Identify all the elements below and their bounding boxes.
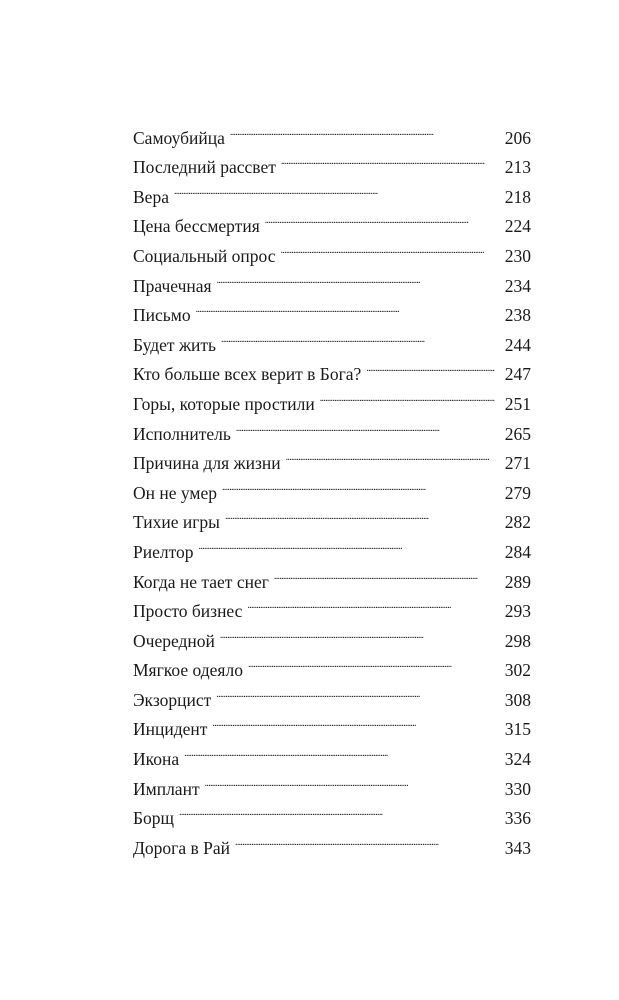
toc-entry-title: Причина для жизни <box>133 453 281 474</box>
toc-entry-page-number: 206 <box>504 127 531 148</box>
toc-entry-page-number: 224 <box>504 216 531 237</box>
dot-leader <box>366 351 495 381</box>
dot-leader <box>225 499 495 529</box>
toc-entry-title: Он не умер <box>133 482 217 503</box>
toc-entry-page-number: 230 <box>504 245 531 266</box>
toc-entry-page-number: 251 <box>504 393 531 414</box>
toc-entry-title: Вера <box>133 186 169 207</box>
dot-leader <box>274 558 495 588</box>
toc-entry-page-number: 298 <box>504 630 531 651</box>
toc-entry <box>133 321 531 355</box>
toc-entry-title: Просто бизнес <box>133 601 243 622</box>
toc-entry-page-number: 279 <box>504 482 531 503</box>
dot-leader <box>196 292 495 322</box>
toc-entry-title: Прачечная <box>133 275 212 296</box>
dot-leader <box>286 440 495 470</box>
dot-leader <box>205 765 495 795</box>
toc-entry-title: Экзорцист <box>133 689 212 710</box>
toc-entry-page-number: 234 <box>504 275 531 296</box>
toc-entry-title: Социальный опрос <box>133 245 276 266</box>
dot-leader <box>235 824 495 854</box>
toc-entry <box>133 765 531 799</box>
toc-entry-page-number: 293 <box>504 601 531 622</box>
toc-entry-title: Последний рассвет <box>133 157 276 178</box>
toc-entry-page-number: 265 <box>504 423 531 444</box>
dot-leader <box>320 380 495 410</box>
table-of-contents <box>133 114 531 858</box>
toc-entry-page-number: 289 <box>504 571 531 592</box>
dot-leader <box>247 588 495 618</box>
toc-entry-title: Имплант <box>133 778 200 799</box>
toc-entry <box>133 735 531 770</box>
dot-leader <box>184 735 495 765</box>
toc-entry-page-number: 284 <box>504 541 531 562</box>
toc-entry-title: Самоубийца <box>133 127 225 148</box>
toc-entry <box>133 795 531 829</box>
dot-leader <box>179 795 495 825</box>
toc-entry-title: Письмо <box>133 305 191 326</box>
toc-entry-title: Дорога в Рай <box>133 837 231 858</box>
dot-leader <box>174 173 495 203</box>
toc-entry-page-number: 244 <box>504 334 531 355</box>
dot-leader <box>236 410 495 440</box>
toc-entry-title: Кто больше всех верит в Бога? <box>133 364 362 385</box>
toc-entry-title: Очередной <box>133 630 215 651</box>
dot-leader <box>222 469 495 499</box>
toc-entry <box>133 203 531 237</box>
toc-entry-title: Инцидент <box>133 719 208 740</box>
toc-entry-title: Риелтор <box>133 541 194 562</box>
toc-entry-page-number: 324 <box>504 749 531 770</box>
toc-entry-page-number: 282 <box>504 512 531 533</box>
toc-entry-page-number: 330 <box>504 778 531 799</box>
toc-entry-page-number: 336 <box>504 808 531 829</box>
toc-entry-title: Икона <box>133 749 180 770</box>
toc-entry-page-number: 308 <box>504 689 531 710</box>
dot-leader <box>221 321 495 351</box>
dot-leader <box>220 617 495 647</box>
dot-leader <box>265 203 495 233</box>
toc-entry-title: Мягкое одеяло <box>133 660 243 681</box>
toc-entry-page-number: 247 <box>504 364 531 385</box>
dot-leader <box>217 262 495 292</box>
toc-entry-title: Исполнитель <box>133 423 231 444</box>
toc-entry-page-number: 343 <box>504 837 531 858</box>
toc-entry-page-number: 315 <box>504 719 531 740</box>
toc-entry-title: Цена бессмертия <box>133 216 260 237</box>
toc-entry-title: Тихие игры <box>133 512 220 533</box>
toc-entry-title: Когда не тает снег <box>133 571 269 592</box>
toc-entry-page-number: 302 <box>504 660 531 681</box>
toc-entry-title: Горы, которые простили <box>133 393 315 414</box>
toc-entry-page-number: 271 <box>504 453 531 474</box>
toc-entry-title: Будет жить <box>133 334 217 355</box>
toc-entry <box>133 173 531 207</box>
toc-entry-page-number: 213 <box>504 157 531 178</box>
dot-leader <box>281 144 495 174</box>
toc-entry-page-number: 218 <box>504 186 531 207</box>
dot-leader <box>248 647 495 677</box>
dot-leader <box>230 114 495 144</box>
dot-leader <box>212 706 495 736</box>
toc-entry-title: Борщ <box>133 808 175 829</box>
toc-entry <box>133 824 531 858</box>
toc-entry-page-number: 238 <box>504 305 531 326</box>
dot-leader <box>199 528 495 558</box>
toc-entry <box>133 114 531 148</box>
dot-leader <box>280 232 495 262</box>
dot-leader <box>216 676 495 706</box>
